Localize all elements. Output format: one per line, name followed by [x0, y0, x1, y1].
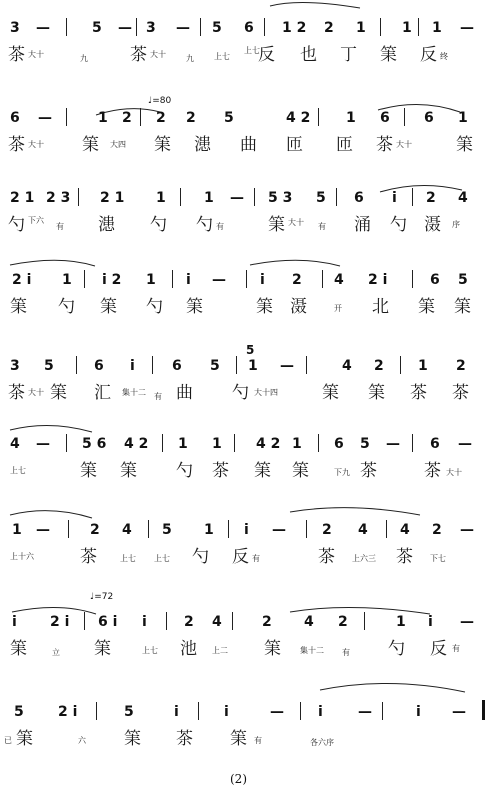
tab-glyph: 筙	[456, 135, 473, 155]
final-barline	[482, 700, 485, 720]
note: 6	[334, 436, 344, 452]
note: 2 3	[46, 190, 71, 206]
note: —	[36, 436, 50, 452]
note: i	[244, 522, 249, 538]
note: 1	[146, 272, 156, 288]
note: 4 2	[286, 110, 311, 126]
note: 2	[374, 358, 384, 374]
tab-glyph: 滠	[290, 297, 307, 317]
note: 1	[396, 614, 406, 630]
note: 2 i	[12, 272, 32, 288]
tab-mark: 集十二	[122, 388, 146, 397]
note: —	[118, 20, 132, 36]
tab-glyph: 滠	[424, 215, 441, 235]
note: 5	[224, 110, 234, 126]
tab-glyph: 茶	[8, 135, 25, 155]
note: 1	[356, 20, 366, 36]
tab-glyph: 勺	[150, 215, 167, 235]
tab-glyph: 反	[430, 639, 447, 659]
tab-glyph: 勺	[58, 297, 75, 317]
note: 2	[322, 522, 332, 538]
tab-glyph: 勺	[176, 461, 193, 481]
note: 2	[262, 614, 272, 630]
barline	[322, 270, 323, 288]
note: 1	[418, 358, 428, 374]
score-system	[0, 522, 500, 608]
tab-glyph: 池	[180, 639, 197, 659]
barline	[246, 270, 247, 288]
note: i	[130, 358, 135, 374]
tab-glyph: 筙	[230, 729, 247, 749]
note: 5 6	[82, 436, 107, 452]
tab-glyph: 勺	[196, 215, 213, 235]
tab-mark: 大十	[396, 140, 412, 149]
tab-glyph: 筙	[254, 461, 271, 481]
barline	[166, 612, 167, 630]
barline	[336, 188, 337, 206]
note: 2	[184, 614, 194, 630]
note: —	[460, 20, 474, 36]
tab-mark: 有	[452, 644, 460, 653]
tab-glyph: 匝	[286, 135, 303, 155]
note: 4	[358, 522, 368, 538]
tab-glyph: 反	[232, 547, 249, 567]
tab-glyph: 茶	[360, 461, 377, 481]
barline	[306, 520, 307, 538]
tab-glyph: 涌	[354, 215, 371, 235]
note: 2	[432, 522, 442, 538]
tab-glyph: 筙	[154, 135, 171, 155]
note: 5 3	[268, 190, 293, 206]
score-system	[0, 592, 500, 700]
tab-glyph: 筙	[124, 729, 141, 749]
tab-mark: 九	[80, 54, 88, 63]
note: 4 2	[124, 436, 149, 452]
tab-mark: 终	[440, 52, 448, 61]
barline	[136, 18, 137, 36]
barline	[198, 702, 199, 720]
note: i	[318, 704, 323, 720]
tab-mark: 上六三	[352, 554, 376, 563]
tab-glyph: 茶	[396, 547, 413, 567]
note: 3	[146, 20, 156, 36]
note: i	[260, 272, 265, 288]
tab-glyph: 曲	[240, 135, 257, 155]
note: 2 i	[58, 704, 78, 720]
tab-mark: 大十	[28, 50, 44, 59]
tab-glyph: 筙	[100, 297, 117, 317]
barline	[318, 108, 319, 126]
tab-mark: 大十	[150, 50, 166, 59]
note: 2	[338, 614, 348, 630]
note: —	[272, 522, 286, 538]
notation-row	[0, 436, 500, 454]
note: 1	[212, 436, 222, 452]
tab-mark: 有	[318, 222, 326, 231]
note: 4	[212, 614, 222, 630]
barline	[386, 520, 387, 538]
tab-mark: 有	[254, 736, 262, 745]
tab-glyph: 勺	[146, 297, 163, 317]
tab-glyph: 茶	[8, 383, 25, 403]
tab-glyph: 筙	[380, 45, 397, 65]
tab-glyph: 茶	[212, 461, 229, 481]
note: 2 1	[100, 190, 125, 206]
barline	[234, 434, 235, 452]
note: 2 1	[10, 190, 35, 206]
note: 3	[10, 358, 20, 374]
note: 5	[246, 343, 255, 357]
tab-mark: 下七	[430, 554, 446, 563]
barline	[300, 702, 301, 720]
notation-row	[0, 522, 500, 540]
tab-mark: 各六序	[310, 738, 334, 747]
note: 1	[346, 110, 356, 126]
note: 5	[92, 20, 102, 36]
notation-row	[0, 704, 500, 722]
note: 5	[14, 704, 24, 720]
tab-mark: 上七	[244, 46, 260, 55]
note: 1	[204, 190, 214, 206]
tab-glyph: 筙	[80, 461, 97, 481]
tab-mark: 大十	[288, 218, 304, 227]
note: 6	[430, 272, 440, 288]
note: 1 2	[282, 20, 307, 36]
note: 6	[244, 20, 254, 36]
tab-glyph: 勺	[192, 547, 209, 567]
tab-mark: 大十四	[254, 388, 278, 397]
barline	[148, 520, 149, 538]
page-number: (2)	[230, 772, 247, 786]
barline	[66, 108, 67, 126]
notation-row	[0, 614, 500, 632]
tab-glyph: 汇	[94, 383, 111, 403]
score-system	[0, 190, 500, 276]
tempo-mark: ♩=80	[148, 96, 172, 106]
slur	[270, 2, 360, 8]
note: 6	[430, 436, 440, 452]
note: 4	[342, 358, 352, 374]
tab-glyph: 茶	[452, 383, 469, 403]
tab-glyph: 筙	[454, 297, 471, 317]
tab-mark: 有	[56, 222, 64, 231]
note: 1	[432, 20, 442, 36]
note: 1	[62, 272, 72, 288]
note: 1	[12, 522, 22, 538]
barline	[180, 188, 181, 206]
tab-mark: 六	[78, 736, 86, 745]
note: —	[176, 20, 190, 36]
note: —	[386, 436, 400, 452]
barline	[254, 188, 255, 206]
tab-glyph: 勺	[388, 639, 405, 659]
note: i	[392, 190, 397, 206]
barline	[78, 188, 79, 206]
tab-mark: 上七	[142, 646, 158, 655]
note: 5	[316, 190, 326, 206]
tab-glyph: 茶	[176, 729, 193, 749]
note: 2	[426, 190, 436, 206]
tab-glyph: 曲	[176, 383, 193, 403]
tab-mark: 九	[186, 54, 194, 63]
note: 2 i	[50, 614, 70, 630]
tab-glyph: 筙	[418, 297, 435, 317]
tab-glyph: 茶	[80, 547, 97, 567]
tab-glyph: 筙	[264, 639, 281, 659]
barline	[66, 18, 67, 36]
note: 4	[400, 522, 410, 538]
tab-mark: 上二	[212, 646, 228, 655]
barline	[404, 108, 405, 126]
note: 5	[360, 436, 370, 452]
score-system	[0, 343, 500, 444]
tab-glyph: 丁	[340, 45, 357, 65]
note: i	[428, 614, 433, 630]
note: 5	[210, 358, 220, 374]
tab-glyph: 勺	[390, 215, 407, 235]
tab-glyph: 茶	[376, 135, 393, 155]
tab-glyph: 反	[420, 45, 437, 65]
note: —	[458, 436, 472, 452]
note: 6	[354, 190, 364, 206]
tab-glyph: 筙	[292, 461, 309, 481]
note: i	[142, 614, 147, 630]
tablature-row	[0, 636, 500, 672]
tab-glyph: 漶	[194, 135, 211, 155]
barline	[364, 612, 365, 630]
score-system	[0, 96, 500, 196]
tab-mark: 已	[4, 736, 12, 745]
note: 5	[44, 358, 54, 374]
tab-mark: 序	[452, 220, 460, 229]
tablature-row	[0, 212, 500, 248]
tablature-row	[0, 42, 500, 78]
notation-row	[0, 110, 500, 128]
barline	[382, 702, 383, 720]
tab-mark: 立	[52, 648, 60, 657]
note: 4	[10, 436, 20, 452]
tempo-mark: ♩=72	[90, 592, 114, 602]
note: 5	[212, 20, 222, 36]
note: 1	[292, 436, 302, 452]
tab-glyph: 筙	[186, 297, 203, 317]
tab-mark: 上七	[154, 554, 170, 563]
tab-glyph: 筙	[16, 729, 33, 749]
tab-mark: 下六	[28, 216, 44, 225]
note: i 2	[102, 272, 122, 288]
tab-mark: 上十六	[10, 552, 34, 561]
score-system	[0, 436, 500, 522]
note: 4	[122, 522, 132, 538]
barline	[162, 434, 163, 452]
tab-glyph: 勺	[8, 215, 25, 235]
tab-mark: 有	[342, 648, 350, 657]
tab-glyph: 北	[372, 297, 389, 317]
note: 4 2	[256, 436, 281, 452]
barline	[232, 612, 233, 630]
tab-mark: 大十	[28, 388, 44, 397]
tab-glyph: 筙	[268, 215, 285, 235]
note: 2	[456, 358, 466, 374]
tab-glyph: 筙	[256, 297, 273, 317]
tab-glyph: 筙	[50, 383, 67, 403]
tab-mark: 开	[334, 304, 342, 313]
notation-row	[0, 272, 500, 290]
tablature-row	[0, 544, 500, 580]
barline	[84, 612, 85, 630]
tablature-row	[0, 380, 500, 416]
barline	[412, 434, 413, 452]
note: —	[460, 522, 474, 538]
note: 2	[90, 522, 100, 538]
notation-row	[0, 190, 500, 208]
note: 6	[10, 110, 20, 126]
tab-glyph: 匝	[336, 135, 353, 155]
note: 2	[186, 110, 196, 126]
barline	[306, 356, 307, 374]
note: 4	[458, 190, 468, 206]
note: —	[270, 704, 284, 720]
tab-mark: 大四	[110, 140, 126, 149]
tablature-row	[0, 132, 500, 168]
tab-glyph: 茶	[410, 383, 427, 403]
note: i	[186, 272, 191, 288]
score-system	[0, 704, 500, 790]
barline	[84, 270, 85, 288]
tab-glyph: 茶	[424, 461, 441, 481]
note: 6	[172, 358, 182, 374]
note: i	[12, 614, 17, 630]
note: —	[230, 190, 244, 206]
tab-mark: 集十二	[300, 646, 324, 655]
tab-glyph: 筙	[368, 383, 385, 403]
note: 6	[424, 110, 434, 126]
barline	[264, 18, 265, 36]
tab-mark: 大十	[446, 468, 462, 477]
note: i	[174, 704, 179, 720]
barline	[66, 434, 67, 452]
tablature-row	[0, 294, 500, 330]
barline	[76, 356, 77, 374]
tab-mark: 下九	[334, 468, 350, 477]
tab-mark: 大十	[28, 140, 44, 149]
note: 1	[248, 358, 258, 374]
barline	[400, 356, 401, 374]
note: —	[36, 522, 50, 538]
note: 4	[334, 272, 344, 288]
tab-glyph: 茶	[130, 45, 147, 65]
note: 2	[156, 110, 166, 126]
note: 6	[380, 110, 390, 126]
tab-glyph: 筙	[82, 135, 99, 155]
note: 5	[162, 522, 172, 538]
note: 2	[292, 272, 302, 288]
barline	[318, 434, 319, 452]
barline	[68, 520, 69, 538]
note: 6	[94, 358, 104, 374]
barline	[412, 188, 413, 206]
tab-glyph: 筙	[322, 383, 339, 403]
note: —	[212, 272, 226, 288]
barline	[228, 520, 229, 538]
note: i	[416, 704, 421, 720]
note: —	[358, 704, 372, 720]
note: 1	[178, 436, 188, 452]
tab-glyph: 筙	[10, 297, 27, 317]
note: 2	[324, 20, 334, 36]
note: 5	[458, 272, 468, 288]
tab-mark: 有	[154, 392, 162, 401]
tab-mark: 上七	[10, 466, 26, 475]
tab-glyph: 漶	[98, 215, 115, 235]
note: 2	[122, 110, 132, 126]
note: 6 i	[98, 614, 118, 630]
barline	[140, 108, 141, 126]
barline	[200, 18, 201, 36]
barline	[152, 356, 153, 374]
note: —	[36, 20, 50, 36]
notation-row	[0, 20, 500, 38]
tab-mark: 上七	[214, 52, 230, 61]
note: 3	[10, 20, 20, 36]
note: 1	[458, 110, 468, 126]
note: 1	[98, 110, 108, 126]
tablature-row	[0, 458, 500, 494]
note: —	[452, 704, 466, 720]
barline	[236, 356, 237, 374]
note: —	[38, 110, 52, 126]
tab-glyph: 茶	[8, 45, 25, 65]
tab-glyph: 也	[300, 45, 317, 65]
note: 4	[304, 614, 314, 630]
notation-row	[0, 343, 500, 376]
note: —	[460, 614, 474, 630]
barline	[96, 702, 97, 720]
note: 5	[124, 704, 134, 720]
note: 2 i	[368, 272, 388, 288]
barline	[418, 18, 419, 36]
note: 1	[156, 190, 166, 206]
barline	[172, 270, 173, 288]
barline	[380, 18, 381, 36]
barline	[412, 270, 413, 288]
tab-glyph: 筙	[10, 639, 27, 659]
tab-mark: 有	[252, 554, 260, 563]
tablature-row	[0, 726, 500, 762]
tab-glyph: 筙	[94, 639, 111, 659]
tab-glyph: 勺	[232, 383, 249, 403]
note: —	[280, 358, 294, 374]
tab-glyph: 反	[258, 45, 275, 65]
score-system	[0, 20, 500, 106]
tab-mark: 有	[216, 222, 224, 231]
tab-mark: 上七	[120, 554, 136, 563]
tab-glyph: 茶	[318, 547, 335, 567]
note: 1	[402, 20, 412, 36]
tab-glyph: 筙	[120, 461, 137, 481]
note: i	[224, 704, 229, 720]
note: 1	[204, 522, 214, 538]
